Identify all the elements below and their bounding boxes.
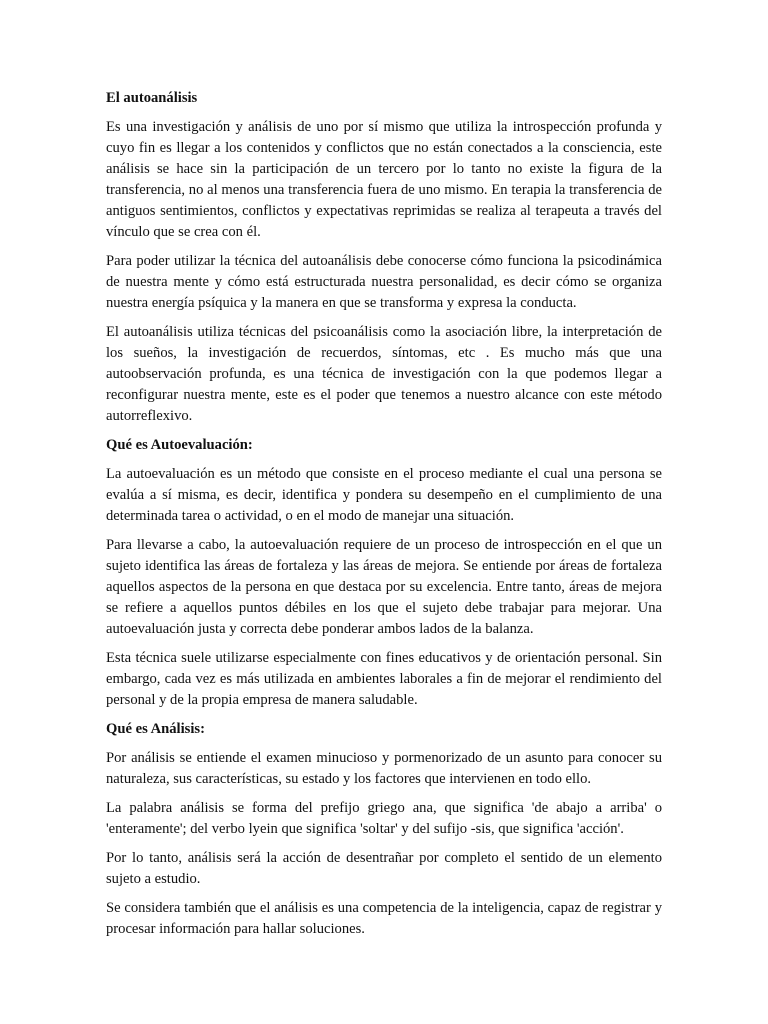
section-heading-analisis: Qué es Análisis:: [106, 721, 205, 737]
paragraph: Por análisis se entiende el examen minucioso y pormenorizado de un asunto para conocer su naturaleza, sus características, su estado y los factores que intervienen en todo ello.: [106, 750, 662, 787]
paragraph: La autoevaluación es un método que consiste en el proceso mediante el cual una persona se evalúa a sí misma, es decir, identifica y pondera su desempeño en el cumplimiento de una determinada tarea o actividad, o en el modo de manejar una situación.: [106, 466, 662, 524]
paragraph: Esta técnica suele utilizarse especialmente con fines educativos y de orientación personal. Sin embargo, cada vez es más utilizada en ambientes laborales a fin de mejorar el rendimiento del personal y de la propia empresa de manera saludable.: [106, 650, 662, 708]
paragraph: Para llevarse a cabo, la autoevaluación requiere de un proceso de introspección en el que un sujeto identifica las áreas de fortaleza y las áreas de mejora. Se entiende por áreas de fortaleza aquellos aspectos de la persona en que destaca por su excelencia. Entre tanto, áreas de mejora se refiere a aquellos puntos débiles en los que el sujeto debe trabajar para mejorar. Una autoevaluación justa y correcta debe ponderar ambos lados de la balanza.: [106, 537, 662, 637]
section-heading-autoevaluacion: Qué es Autoevaluación:: [106, 437, 253, 453]
paragraph: La palabra análisis se forma del prefijo griego ana, que significa 'de abajo a arriba' o 'enteramente'; del verbo lyein que significa 'soltar' y del sufijo -sis, que significa 'acción'.: [106, 800, 662, 837]
paragraph: El autoanálisis utiliza técnicas del psicoanálisis como la asociación libre, la interpretación de los sueños, la investigación de recuerdos, síntomas, etc . Es mucho más que una autoobservación profunda, es una técnica de investigación con la que podemos llegar a reconfigurar nuestra mente, este es el poder que tenemos a nuestro alcance con este método autorreflexivo.: [106, 324, 662, 424]
section-heading-autoanalisis: El autoanálisis: [106, 90, 198, 106]
paragraph: Se considera también que el análisis es una competencia de la inteligencia, capaz de registrar y procesar información para hallar soluciones.: [106, 900, 662, 937]
paragraph: Es una investigación y análisis de uno por sí mismo que utiliza la introspección profunda y cuyo fin es llegar a los contenidos y conflictos que no están conectados a la consciencia, este análisis se hace sin la participación de un tercero por lo tanto no existe la figura de la transferencia, no al menos una transferencia fuera de uno mismo. En terapia la transferencia de antiguos sentimientos, conflictos y expectativas reprimidas se realiza al terapeuta a través del vínculo que se crea con él.: [106, 119, 662, 240]
paragraph: Por lo tanto, análisis será la acción de desentrañar por completo el sentido de un elemento sujeto a estudio.: [106, 850, 662, 887]
document-page: [106, 88, 662, 948]
paragraph: Para poder utilizar la técnica del autoanálisis debe conocerse cómo funciona la psicodinámica de nuestra mente y cómo está estructurada nuestra personalidad, es decir cómo se organiza nuestra energía psíquica y la manera en que se transforma y expresa la conducta.: [106, 253, 662, 311]
